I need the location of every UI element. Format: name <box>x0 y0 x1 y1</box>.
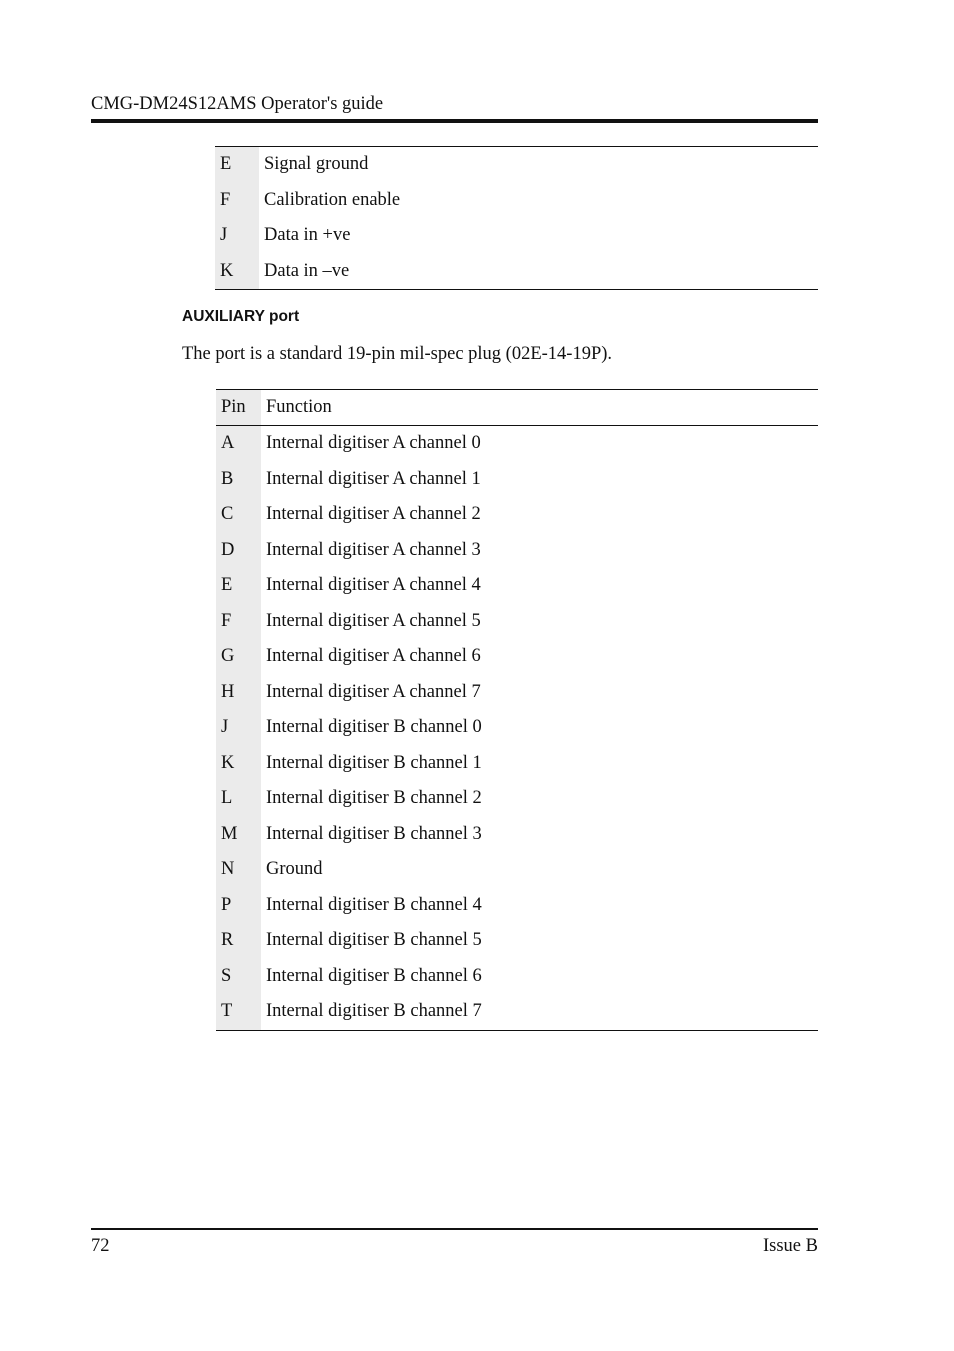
function-cell: Data in –ve <box>264 260 350 281</box>
function-cell: Calibration enable <box>264 189 401 210</box>
pin-column-header: Pin <box>216 390 261 426</box>
pin-cell: P <box>216 888 261 924</box>
table-row <box>216 497 818 533</box>
pin-cell: J <box>216 710 261 746</box>
function-cell: Internal digitiser B channel 2 <box>266 788 482 809</box>
pin-cell: G <box>216 639 261 675</box>
function-cell: Internal digitiser A channel 3 <box>266 539 481 560</box>
table-row <box>215 218 818 254</box>
pin-cell: E <box>216 568 261 604</box>
table-row <box>216 888 818 924</box>
pin-cell: B <box>216 462 261 498</box>
pin-cell: E <box>215 147 259 183</box>
function-cell: Internal digitiser A channel 5 <box>266 610 481 631</box>
function-cell: Internal digitiser B channel 3 <box>266 823 482 844</box>
function-cell: Internal digitiser A channel 0 <box>266 433 481 454</box>
pin-cell: R <box>216 923 261 959</box>
table-row <box>216 923 818 959</box>
function-cell: Signal ground <box>264 154 369 175</box>
auxiliary-port-pin-table <box>216 389 818 1031</box>
function-cell: Internal digitiser A channel 2 <box>266 504 481 525</box>
table-row <box>216 781 818 817</box>
function-cell: Internal digitiser A channel 6 <box>266 646 481 667</box>
function-cell: Internal digitiser B channel 5 <box>266 930 482 951</box>
pin-cell: F <box>216 604 261 640</box>
page-number: 72 <box>91 1236 110 1256</box>
body-paragraph: The port is a standard 19-pin mil-spec plug (02E-14-19P). <box>182 344 613 364</box>
table-row <box>215 183 818 219</box>
table-row <box>216 426 818 462</box>
pin-cell: K <box>215 254 259 290</box>
pin-table-continued <box>215 146 818 290</box>
function-cell: Ground <box>266 859 323 880</box>
function-column-header: Function <box>261 390 818 426</box>
pin-cell: M <box>216 817 261 853</box>
function-cell: Internal digitiser B channel 7 <box>266 1001 482 1022</box>
section-heading: AUXILIARY port <box>182 308 300 325</box>
function-cell: Internal digitiser A channel 4 <box>266 575 481 596</box>
footer-rule <box>91 1228 818 1230</box>
running-header: CMG-DM24S12AMS Operator's guide <box>91 94 384 114</box>
function-cell: Data in +ve <box>264 225 351 246</box>
table-row <box>215 147 818 183</box>
table-row <box>216 746 818 782</box>
table-row <box>216 817 818 853</box>
pin-cell: A <box>216 426 261 462</box>
table-row <box>216 604 818 640</box>
function-cell: Internal digitiser A channel 7 <box>266 681 481 702</box>
pin-cell: L <box>216 781 261 817</box>
table-row <box>216 852 818 888</box>
pin-cell: H <box>216 675 261 711</box>
function-cell: Internal digitiser B channel 1 <box>266 752 482 773</box>
pin-cell: N <box>216 852 261 888</box>
table-row <box>215 254 818 290</box>
pin-cell: F <box>215 183 259 219</box>
table-row <box>216 639 818 675</box>
pin-cell: S <box>216 959 261 995</box>
function-cell: Internal digitiser B channel 6 <box>266 965 482 986</box>
issue-label: Issue B <box>763 1236 818 1256</box>
table-row <box>216 994 818 1030</box>
table-row <box>216 462 818 498</box>
table-row <box>216 568 818 604</box>
pin-table-continued-body <box>215 147 818 290</box>
pin-cell: C <box>216 497 261 533</box>
pin-cell: K <box>216 746 261 782</box>
header-rule <box>91 119 818 123</box>
table-row <box>216 675 818 711</box>
table-row <box>216 959 818 995</box>
table-row <box>216 710 818 746</box>
table-row <box>216 533 818 569</box>
table-header-row <box>216 390 818 426</box>
pin-cell: D <box>216 533 261 569</box>
pin-cell: T <box>216 994 261 1030</box>
pin-cell: J <box>215 218 259 254</box>
auxiliary-port-pin-table-body <box>216 390 818 1031</box>
function-cell: Internal digitiser B channel 4 <box>266 894 482 915</box>
function-cell: Internal digitiser A channel 1 <box>266 468 481 489</box>
function-cell: Internal digitiser B channel 0 <box>266 717 482 738</box>
